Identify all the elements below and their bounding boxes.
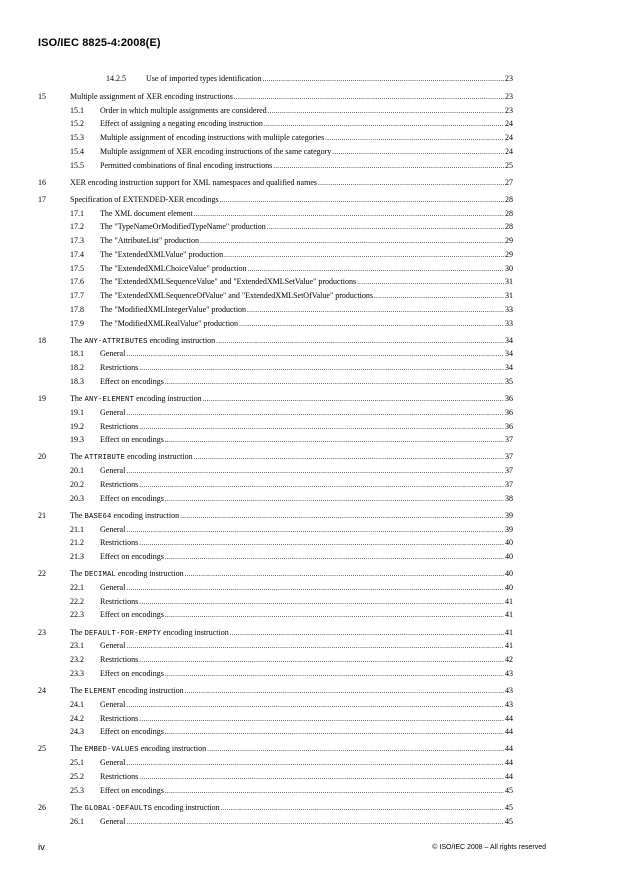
dot-leader	[220, 194, 504, 206]
document-header: ISO/IEC 8825-4:2008(E)	[38, 37, 161, 49]
dot-leader	[185, 568, 504, 580]
toc-entry-page: 44	[505, 727, 513, 737]
toc-entry-number: 17.4	[70, 249, 84, 259]
toc-entry-page: 34	[505, 349, 513, 359]
toc-entry[interactable]	[38, 235, 513, 249]
toc-entry-title: General	[100, 699, 126, 709]
dot-leader	[194, 451, 504, 463]
toc-entry-title: Restrictions	[100, 421, 139, 431]
toc-entry[interactable]	[38, 685, 513, 699]
toc-entry-page: 29	[505, 236, 513, 246]
toc-entry-number: 24.3	[70, 727, 84, 737]
toc-entry-page: 31	[505, 291, 513, 301]
dot-leader	[263, 73, 504, 85]
toc-entry-number: 22	[38, 569, 46, 579]
toc-entry-number: 18	[38, 335, 46, 345]
toc-entry-number: 18.2	[70, 363, 84, 373]
toc-entry-number: 20.3	[70, 493, 84, 503]
dot-leader	[357, 276, 504, 288]
toc-entry-title: XER encoding instruction support for XML namespaces and qualified names	[70, 177, 317, 187]
toc-entry-page: 28	[505, 222, 513, 232]
toc-entry-number: 21.3	[70, 552, 84, 562]
toc-entry-page: 24	[505, 133, 513, 142]
toc-entry-page: 36	[505, 407, 513, 417]
dot-leader	[139, 479, 504, 491]
toc-entry[interactable]	[38, 802, 513, 816]
toc-entry[interactable]	[38, 335, 513, 349]
toc-entry[interactable]	[38, 713, 513, 727]
toc-entry-keyword: DECIMAL	[84, 571, 117, 580]
toc-entry-title: Restrictions	[100, 363, 139, 373]
dot-leader	[203, 393, 504, 405]
dot-leader	[221, 802, 504, 814]
toc-entry-page: 44	[505, 744, 513, 754]
dot-leader	[374, 290, 504, 302]
toc-entry[interactable]	[38, 582, 513, 596]
toc-entry-page: 37	[505, 466, 513, 476]
toc-entry-number: 25.2	[70, 771, 84, 781]
toc-entry-page: 31	[505, 277, 513, 287]
toc-entry[interactable]	[38, 668, 513, 682]
dot-leader	[139, 771, 504, 783]
toc-entry-page: 39	[505, 510, 513, 520]
copyright-notice: © ISO/IEC 2008 – All rights reserved	[432, 844, 546, 851]
toc-entry[interactable]	[38, 627, 513, 641]
toc-entry[interactable]	[38, 451, 513, 465]
toc-entry[interactable]	[38, 654, 513, 668]
dot-leader	[273, 160, 504, 172]
toc-entry[interactable]	[38, 376, 513, 390]
toc-entry[interactable]	[38, 537, 513, 551]
toc-entry[interactable]	[38, 699, 513, 713]
dot-leader	[126, 816, 504, 828]
toc-entry[interactable]	[38, 73, 513, 87]
dot-leader	[216, 335, 504, 347]
toc-entry-page: 43	[505, 686, 513, 696]
toc-entry[interactable]	[38, 208, 513, 222]
toc-entry-page: 35	[505, 376, 513, 386]
toc-entry-title-prefix: The	[70, 802, 85, 812]
dot-leader	[200, 235, 504, 247]
toc-entry[interactable]	[38, 362, 513, 376]
dot-leader	[264, 118, 504, 130]
toc-entry-keyword: ATTRIBUTE	[84, 454, 126, 463]
toc-entry-title	[70, 510, 179, 523]
toc-entry-number: 22.3	[70, 610, 84, 620]
toc-entry-title-suffix: encoding instruction	[111, 510, 180, 520]
toc-entry[interactable]	[38, 304, 513, 318]
toc-entry[interactable]	[38, 118, 513, 132]
toc-entry-number: 18.1	[70, 349, 84, 359]
toc-entry-title: Use of imported types identification	[146, 74, 262, 83]
page-number: iv	[38, 842, 45, 853]
toc-entry-page: 43	[505, 668, 513, 678]
toc-entry[interactable]	[38, 132, 513, 146]
toc-entry[interactable]	[38, 221, 513, 235]
dot-leader	[165, 376, 504, 388]
dot-leader	[165, 785, 504, 797]
dot-leader	[268, 105, 504, 117]
toc-entry[interactable]	[38, 146, 513, 160]
toc-entry-page: 45	[505, 802, 513, 812]
toc-entry[interactable]	[38, 640, 513, 654]
toc-entry-number: 21.1	[70, 524, 84, 534]
dot-leader	[139, 713, 504, 725]
toc-entry-number: 20.2	[70, 479, 84, 489]
toc-entry-page: 24	[505, 119, 513, 129]
toc-entry-page: 23	[505, 91, 513, 101]
dot-leader	[165, 434, 504, 446]
dot-leader	[126, 465, 504, 477]
dot-leader	[185, 685, 504, 697]
toc-entry-title: The "ExtendedXMLValue" production	[100, 249, 224, 259]
toc-entry[interactable]	[38, 568, 513, 582]
toc-entry[interactable]	[38, 348, 513, 362]
toc-entry[interactable]	[38, 276, 513, 290]
dot-leader	[165, 609, 504, 621]
toc-entry[interactable]	[38, 160, 513, 174]
dot-leader	[165, 726, 504, 738]
toc-entry-title-prefix: The	[70, 686, 85, 696]
toc-entry[interactable]	[38, 407, 513, 421]
toc-entry-title: General	[100, 466, 126, 476]
dot-leader	[165, 551, 504, 563]
dot-leader	[180, 510, 504, 522]
toc-entry-page: 28	[505, 194, 513, 204]
toc-entry-page: 34	[505, 363, 513, 373]
toc-entry-title: Restrictions	[100, 655, 139, 665]
toc-entry-number: 19	[38, 394, 46, 404]
toc-entry-title: General	[100, 349, 126, 359]
toc-entry-page: 44	[505, 713, 513, 723]
toc-entry-title: Effect on encodings	[100, 668, 164, 678]
toc-entry-number: 24.2	[70, 713, 84, 723]
table-of-contents	[38, 73, 513, 829]
toc-entry-page: 44	[505, 758, 513, 768]
toc-entry-title	[70, 802, 220, 815]
dot-leader	[126, 582, 504, 594]
toc-entry[interactable]	[38, 318, 513, 332]
toc-entry-title: Multiple assignment of XER encoding instructions	[70, 91, 233, 101]
toc-entry[interactable]	[38, 177, 513, 191]
dot-leader	[248, 263, 505, 275]
toc-entry-keyword: BASE64	[84, 512, 112, 521]
dot-leader	[126, 757, 504, 769]
toc-entry[interactable]	[38, 393, 513, 407]
toc-entry-page: 30	[505, 263, 513, 273]
toc-entry-page: 41	[505, 610, 513, 620]
toc-entry[interactable]	[38, 263, 513, 277]
toc-entry-number: 15.3	[70, 133, 84, 142]
toc-entry-keyword: ANY-ELEMENT	[84, 396, 135, 405]
toc-entry-page: 41	[505, 627, 513, 637]
toc-entry-title: Effect of assigning a negating encoding instruction	[100, 119, 263, 129]
toc-entry-page: 29	[505, 249, 513, 259]
toc-entry-page: 33	[505, 318, 513, 328]
toc-entry-title: The "ExtendedXMLSequenceValue" and "ExtendedXMLSetValue" productions	[100, 277, 357, 287]
toc-entry-page: 23	[505, 74, 513, 83]
toc-entry-title	[70, 685, 184, 698]
toc-entry-number: 23	[38, 627, 46, 637]
dot-leader	[165, 668, 504, 680]
toc-entry[interactable]	[38, 785, 513, 799]
toc-entry-page: 38	[505, 493, 513, 503]
toc-entry-title: General	[100, 816, 126, 826]
toc-entry[interactable]	[38, 524, 513, 538]
toc-entry-title: General	[100, 758, 126, 768]
toc-entry-number: 23.1	[70, 641, 84, 651]
toc-entry-title: Multiple assignment of encoding instructions with multiple categories	[100, 133, 325, 142]
toc-entry-page: 40	[505, 552, 513, 562]
toc-entry[interactable]	[38, 194, 513, 208]
dot-leader	[332, 146, 504, 158]
toc-entry-number: 22.2	[70, 596, 84, 606]
toc-entry[interactable]	[38, 771, 513, 785]
toc-entry-keyword: GLOBAL-DEFAULTS	[84, 804, 153, 813]
toc-entry-title	[70, 743, 206, 756]
toc-entry-title: The "AttributeList" production	[100, 236, 199, 246]
toc-entry-title: The "ExtendedXMLSequenceOfValue" and "ExtendedXMLSetOfValue" productions	[100, 291, 373, 301]
toc-entry-title: The "ModifiedXMLIntegerValue" production	[100, 304, 247, 314]
toc-entry-title: Restrictions	[100, 596, 139, 606]
toc-entry-number: 16	[38, 177, 46, 187]
toc-entry-number: 19.1	[70, 407, 84, 417]
toc-entry-title: Order in which multiple assignments are considered	[100, 105, 267, 115]
toc-entry-title: The "TypeNameOrModifiedTypeName" production	[100, 222, 266, 232]
toc-entry-number: 26	[38, 802, 46, 812]
toc-entry-number: 24	[38, 686, 46, 696]
toc-entry-page: 23	[505, 105, 513, 115]
toc-entry-number: 22.1	[70, 582, 84, 592]
toc-entry-title: Specification of EXTENDED-XER encodings	[70, 194, 219, 204]
toc-entry[interactable]	[38, 105, 513, 119]
toc-entry-title: General	[100, 407, 126, 417]
toc-entry-keyword: DEFAULT-FOR-EMPTY	[84, 629, 162, 638]
toc-entry-page: 37	[505, 479, 513, 489]
dot-leader	[207, 743, 504, 755]
toc-entry-keyword: ELEMENT	[84, 688, 117, 697]
toc-entry-page: 41	[505, 641, 513, 651]
dot-leader	[139, 596, 504, 608]
toc-entry[interactable]	[38, 551, 513, 565]
dot-leader	[126, 348, 504, 360]
toc-entry-title: Permitted combinations of final encoding instructions	[100, 160, 273, 170]
toc-entry-title: Restrictions	[100, 713, 139, 723]
toc-entry-keyword: ANY-ATTRIBUTES	[84, 337, 148, 346]
toc-entry-number: 18.3	[70, 376, 84, 386]
toc-entry-title: Effect on encodings	[100, 727, 164, 737]
toc-entry[interactable]	[38, 743, 513, 757]
toc-entry-title-suffix: encoding instruction	[152, 802, 220, 812]
toc-entry[interactable]	[38, 479, 513, 493]
dot-leader	[325, 132, 504, 144]
dot-leader	[194, 208, 504, 220]
toc-entry-page: 33	[505, 304, 513, 314]
toc-entry-number: 15.1	[70, 105, 84, 115]
toc-entry-title: The "ExtendedXMLChoiceValue" production	[100, 263, 247, 273]
toc-entry-page: 28	[505, 208, 513, 218]
toc-entry-number: 15.2	[70, 119, 84, 129]
toc-entry-title-suffix: encoding instruction	[116, 686, 184, 696]
toc-entry-number: 26.1	[70, 816, 84, 826]
dot-leader	[126, 407, 504, 419]
toc-entry-page: 44	[505, 771, 513, 781]
toc-entry-title: Restrictions	[100, 771, 139, 781]
toc-entry-number: 17.1	[70, 208, 84, 218]
toc-entry-page: 42	[505, 655, 513, 665]
toc-entry-number: 17.9	[70, 318, 84, 328]
toc-entry-title	[70, 451, 193, 464]
toc-entry-number: 19.2	[70, 421, 84, 431]
toc-entry-title-prefix: The	[70, 394, 85, 404]
toc-entry-title: Effect on encodings	[100, 552, 164, 562]
toc-entry-page: 36	[505, 394, 513, 404]
toc-entry-number: 15	[38, 91, 46, 101]
toc-entry[interactable]	[38, 609, 513, 623]
toc-entry-title	[70, 627, 229, 640]
toc-entry-page: 36	[505, 421, 513, 431]
dot-leader	[247, 304, 504, 316]
toc-entry-number: 23.2	[70, 655, 84, 665]
toc-entry-title: Restrictions	[100, 479, 139, 489]
toc-entry-number: 25.3	[70, 785, 84, 795]
dot-leader	[239, 318, 504, 330]
toc-entry-number: 17.7	[70, 291, 84, 301]
toc-entry[interactable]	[38, 510, 513, 524]
toc-entry-title-prefix: The	[70, 744, 85, 754]
toc-entry-page: 25	[505, 160, 513, 170]
toc-entry-number: 17	[38, 194, 46, 204]
toc-entry[interactable]	[38, 596, 513, 610]
toc-entry-title: The "ModifiedXMLRealValue" production	[100, 318, 239, 328]
toc-entry-page: 40	[505, 569, 513, 579]
toc-entry-number: 14.2.5	[106, 74, 126, 83]
toc-entry-title	[70, 393, 202, 406]
dot-leader	[139, 421, 504, 433]
toc-entry-title: Effect on encodings	[100, 610, 164, 620]
toc-entry-number: 17.5	[70, 263, 84, 273]
toc-entry-keyword: EMBED-VALUES	[84, 746, 139, 755]
toc-entry[interactable]	[38, 290, 513, 304]
toc-entry-title-prefix: The	[70, 335, 85, 345]
toc-entry-title: General	[100, 524, 126, 534]
toc-entry-title-prefix: The	[70, 627, 85, 637]
toc-entry-page: 24	[505, 146, 513, 156]
toc-entry-number: 25	[38, 744, 46, 754]
toc-entry-number: 15.5	[70, 160, 84, 170]
toc-entry-title-suffix: encoding instruction	[161, 627, 229, 637]
dot-leader	[139, 537, 504, 549]
toc-entry-title: The XML document element	[100, 208, 193, 218]
toc-entry-number: 25.1	[70, 758, 84, 768]
dot-leader	[126, 524, 504, 536]
toc-entry-title-suffix: encoding instruction	[116, 569, 184, 579]
toc-entry[interactable]	[38, 493, 513, 507]
toc-entry-page: 27	[505, 177, 513, 187]
toc-entry-title-suffix: encoding instruction	[125, 452, 193, 462]
dot-leader	[165, 493, 504, 505]
toc-entry-number: 20.1	[70, 466, 84, 476]
toc-entry-number: 17.8	[70, 304, 84, 314]
toc-entry-page: 39	[505, 524, 513, 534]
toc-entry[interactable]	[38, 434, 513, 448]
toc-entry-title: General	[100, 582, 126, 592]
toc-entry[interactable]	[38, 726, 513, 740]
toc-entry-title-prefix: The	[70, 510, 85, 520]
toc-entry-page: 40	[505, 538, 513, 548]
toc-entry-title: Effect on encodings	[100, 376, 164, 386]
toc-entry-page: 45	[505, 785, 513, 795]
dot-leader	[126, 640, 504, 652]
toc-entry-title-suffix: encoding instruction	[138, 744, 207, 754]
toc-entry-number: 15.4	[70, 146, 84, 156]
toc-entry-title	[70, 568, 184, 581]
toc-entry[interactable]	[38, 757, 513, 771]
dot-leader	[267, 221, 504, 233]
toc-entry-number: 19.3	[70, 435, 84, 445]
toc-entry[interactable]	[38, 249, 513, 263]
toc-entry-title-prefix: The	[70, 569, 85, 579]
dot-leader	[318, 177, 504, 189]
toc-entry-number: 17.2	[70, 222, 84, 232]
toc-entry[interactable]	[38, 465, 513, 479]
toc-entry-title: Effect on encodings	[100, 785, 164, 795]
toc-entry-number: 24.1	[70, 699, 84, 709]
toc-entry-page: 40	[505, 582, 513, 592]
toc-entry-number: 20	[38, 452, 46, 462]
toc-entry-page: 34	[505, 335, 513, 345]
toc-entry-title: General	[100, 641, 126, 651]
toc-entry[interactable]	[38, 421, 513, 435]
toc-entry-page: 37	[505, 452, 513, 462]
toc-entry-title-suffix: encoding instruction	[134, 394, 202, 404]
toc-entry-page: 45	[505, 816, 513, 826]
toc-entry-title: Restrictions	[100, 538, 139, 548]
dot-leader	[224, 249, 504, 261]
toc-entry[interactable]	[38, 816, 513, 830]
dot-leader	[139, 654, 504, 666]
dot-leader	[126, 699, 504, 711]
toc-entry-number: 23.3	[70, 668, 84, 678]
toc-entry-page: 43	[505, 699, 513, 709]
toc-entry-number: 17.6	[70, 277, 84, 287]
toc-entry-number: 21	[38, 510, 46, 520]
toc-entry-page: 41	[505, 596, 513, 606]
toc-entry-title: Effect on encodings	[100, 435, 164, 445]
toc-entry-title-suffix: encoding instruction	[147, 335, 216, 345]
toc-entry-title-prefix: The	[70, 452, 85, 462]
toc-entry-title: Effect on encodings	[100, 493, 164, 503]
dot-leader	[234, 91, 504, 103]
toc-entry-page: 37	[505, 435, 513, 445]
toc-entry-title: Multiple assignment of XER encoding instructions of the same category	[100, 146, 332, 156]
toc-entry-number: 17.3	[70, 236, 84, 246]
toc-entry-title	[70, 335, 215, 348]
toc-entry-number: 21.2	[70, 538, 84, 548]
dot-leader	[139, 362, 504, 374]
dot-leader	[230, 627, 504, 639]
toc-entry[interactable]	[38, 91, 513, 105]
